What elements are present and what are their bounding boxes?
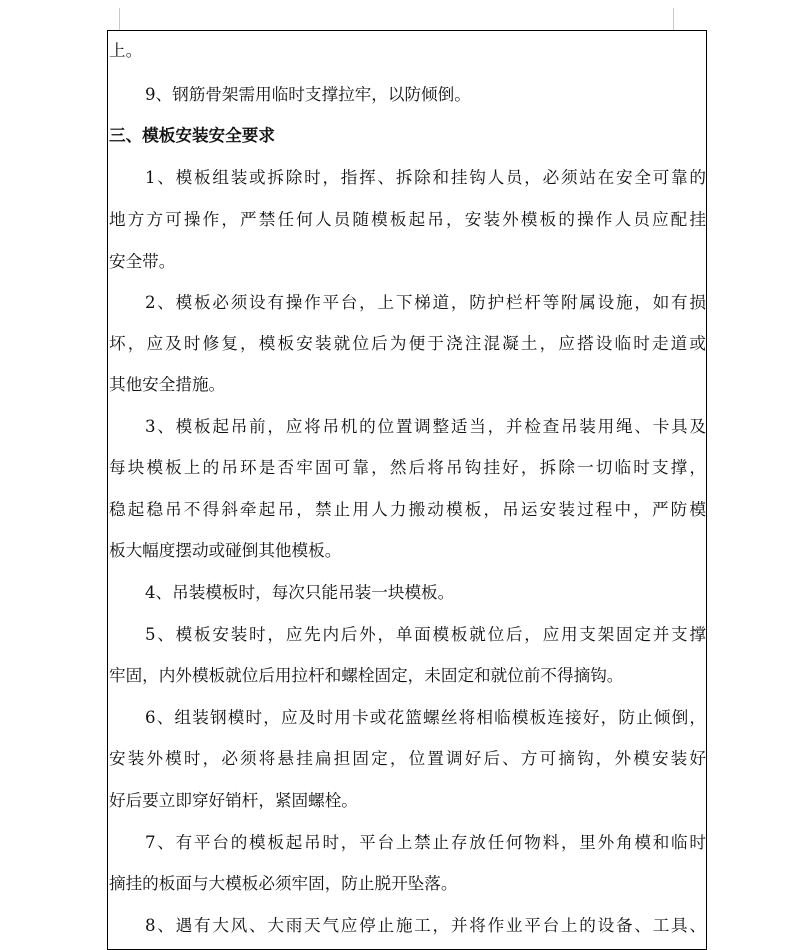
list-item-2-line-3: 其他安全措施。	[109, 375, 226, 394]
crop-mark-left	[119, 8, 120, 30]
text-line: 上。	[109, 41, 143, 60]
list-item-3-line-2: 每块模板上的吊环是否牢固可靠，然后将吊钩挂好，拆除一切临时支撑，	[109, 458, 706, 477]
list-item-3-line-3: 稳起稳吊不得斜牵起吊，禁止用人力搬动模板，吊运安装过程中，严防模	[109, 500, 706, 519]
list-item-7-line-1: 7、有平台的模板起吊时，平台上禁止存放任何物料，里外角模和临时	[145, 833, 706, 852]
list-item-4: 4、吊装模板时，每次只能吊装一块模板。	[145, 583, 455, 602]
list-item-3-line-1: 3、模板起吊前，应将吊机的位置调整适当，并检查吊装用绳、卡具及	[145, 417, 706, 436]
list-item-7-line-2: 摘挂的板面与大模板必须牢固，防止脱开坠落。	[109, 874, 458, 893]
list-item-6-line-3: 好后要立即穿好销杆，紧固螺栓。	[109, 791, 358, 810]
list-item-6-line-2: 安装外模时，必须将悬挂扁担固定，位置调好后、方可摘钩，外模安装好	[109, 749, 706, 768]
list-item-5-line-1: 5、模板安装时，应先内后外，单面模板就位后，应用支架固定并支撑	[145, 625, 706, 644]
list-item-1-line-3: 安全带。	[109, 252, 176, 271]
list-item-8-line-1: 8、遇有大风、大雨天气应停止施工，并将作业平台上的设备、工具、	[145, 916, 706, 935]
list-item-1-line-2: 地方方可操作，严禁任何人员随模板起吊，安装外模板的操作人员应配挂	[109, 210, 706, 229]
list-item-2-line-2: 坏，应及时修复，模板安装就位后为便于浇注混凝土，应搭设临时走道或	[109, 334, 706, 353]
list-item-1-line-1: 1、模板组装或拆除时，指挥、拆除和挂钩人员，必须站在安全可靠的	[145, 168, 706, 187]
list-item-6-line-1: 6、组装钢模时，应及时用卡或花篮螺丝将相临模板连接好，防止倾倒，	[145, 708, 706, 727]
list-item-5-line-2: 牢固，内外模板就位后用拉杆和螺栓固定，未固定和就位前不得摘钩。	[109, 666, 624, 685]
section-heading: 三、模板安装安全要求	[109, 125, 275, 145]
list-item-9: 9、钢筋骨架需用临时支撑拉牢，以防倾倒。	[145, 85, 471, 104]
list-item-3-line-4: 板大幅度摆动或碰倒其他模板。	[109, 541, 342, 560]
crop-mark-right	[673, 8, 674, 30]
list-item-2-line-1: 2、模板必须设有操作平台，上下梯道，防护栏杆等附属设施，如有损	[145, 293, 706, 312]
